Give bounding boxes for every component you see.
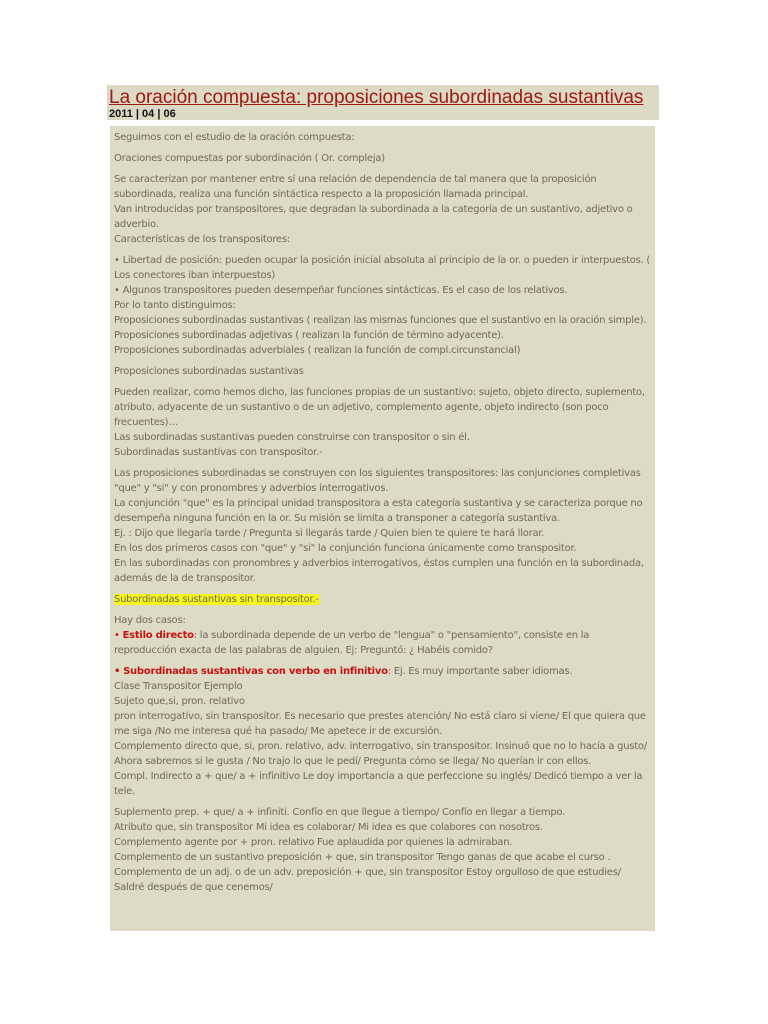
infinitivo-item [114,664,651,679]
paragraph-line: Por lo tanto distinguimos: [114,300,236,311]
paragraph-line: Ej. : Dijo que llegaría tarde / Pregunta si llegarás tarde / Quien bien te quiere te hará llorar. [114,528,545,539]
functions-table-part-2 [114,805,651,895]
estilo-directo-text: : la subordinada depende de un verbo de "lengua" o "pensamiento", consiste en la reproducción exacta de las palabras de alguien. Ej: Preguntó: ¿ Habéis comido? [114,630,590,656]
post-date: 2011 | 04 | 06 [109,108,176,120]
functions-table-part-1 [114,679,651,799]
table-line: pron interrogativo, sin transpositor. Es necesario que prestes atención/ No está claro si viene/ El que quiera que me siga /No me interesa qué ha pasado/ Me apetece ir de excursión. [114,711,646,737]
paragraph-line: Se caracterizan por mantener entre sí una relación de dependencia de tal manera que la proposición subordinada, realiza una función sintáctica respecto a la proposición llamada principal. [114,174,597,200]
paragraph-line: Proposiciones subordinadas sustantivas [114,366,304,377]
infinitivo-text: : Ej. Es muy importante saber idiomas. [387,666,573,677]
paragraph-line: Seguimos con el estudio de la oración compuesta: [114,132,355,143]
paragraph-line: En los dos primeros casos con "que" y "si" la conjunción funciona únicamente como transpositor. [114,543,577,554]
paragraph [114,253,651,358]
bullet-icon: • [114,630,120,641]
table-line: Clase Transpositor Ejemplo [114,681,243,692]
paragraph-line: Proposiciones subordinadas adjetivas ( realizan la función de término adyacente). [114,330,504,341]
paragraph-line: Las subordinadas sustantivas pueden construirse con transpositor o sin él. [114,432,470,443]
estilo-directo-item [114,628,651,658]
post-body [110,126,655,931]
intro-paragraphs [114,130,651,586]
paragraph [114,364,651,379]
paragraph-line: Características de los transpositores: [114,234,291,245]
paragraph [114,466,651,586]
table-line: Sujeto que,si, pron. relativo [114,696,245,707]
bullet-icon: • [114,666,121,677]
table-line: Complemento de un adj. o de un adv. preposición + que, sin transpositor Estoy orgulloso de que estudies/ [114,867,621,878]
paragraph-line: Van introducidas por transpositores, que degradan la subordinada a la categoría de un sustantivo, adjetivo o adverbio. [114,204,633,230]
paragraph-line: Oraciones compuestas por subordinación ( Or. compleja) [114,153,385,164]
infinitivo-label: Subordinadas sustantivas con verbo en infinitivo [123,666,388,677]
estilo-directo-label: Estilo directo [122,630,194,641]
paragraph [114,385,651,460]
paragraph-line: Las proposiciones subordinadas se construyen con los siguientes transpositores: las conjunciones completivas "que" y "si" y con pronombres y adverbios interrogativos. [114,468,641,494]
paragraph-line: Proposiciones subordinadas adverbiales ( realizan la función de compl.circunstancial) [114,345,521,356]
table-line: Complemento agente por + pron. relativo Fue aplaudida por quienes la admiraban. [114,837,513,848]
table-line: Complemento directo que, si, pron. relativo, adv. interrogativo, sin transpositor. Insinuó que no lo hacía a gusto/ Ahora sabremos si le gusta / No trajo lo que le pedí/ Pregunta cómo se llega/ No querían ir con ellos. [114,741,647,767]
paragraph-line: Proposiciones subordinadas sustantivas ( realizan las mismas funciones que el sustantivo en la oración simple). [114,315,647,326]
paragraph-line: La conjunción "que" es la principal unidad transpositora a esta categoría sustantiva y se caracteriza porque no desempeña ninguna función en la or. Su misión se limita a transponer a categoría sustantiva. [114,498,643,524]
paragraph-line: • Libertad de posición: pueden ocupar la posición inicial absoluta al principio de la or. o pueden ir interpuestos. ( Los conectores iban interpuestos) [114,255,651,281]
table-line: Suplemento prep. + que/ a + infiniti. Confío en que llegue a tiempo/ Confío en llegar a tiempo. [114,807,566,818]
table-line: Atributo que, sin transpositor Mi idea es colaborar/ Mi idea es que colabores con nosotros. [114,822,543,833]
infinitivo-block [114,664,651,799]
table-line: Compl. Indirecto a + que/ a + infinitivo Le doy importancia a que perfeccione su inglés/ Dedicó tiempo a ver la tele. [114,771,643,797]
paragraph [114,130,651,145]
paragraph [114,151,651,166]
paragraph-line: En las subordinadas con pronombres y adverbios interrogativos, éstos cumplen una función en la subordinada, además de la de transpositor. [114,558,644,584]
paragraph [114,172,651,247]
highlight-text: Subordinadas sustantivas sin transpositor.- [114,594,319,605]
highlighted-heading [114,592,651,607]
paragraph-line: Subordinadas sustantivas con transpositor.- [114,447,323,458]
post-content [110,126,655,895]
casos-intro: Hay dos casos: [114,615,186,626]
paragraph-line: • Algunos transpositores pueden desempeñar funciones sintácticas. Es el caso de los relativos. [114,285,568,296]
post-title-link[interactable]: La oración compuesta: proposiciones subordinadas sustantivas [109,87,644,108]
paragraph-line: Pueden realizar, como hemos dicho, las funciones propias de un sustantivo: sujeto, objeto directo, suplemento, atributo, adyacente de un sustantivo o de un adjetivo, complemento agente, objeto indirecto (son poco frecuentes)… [114,387,645,428]
table-line: Complemento de un sustantivo preposición + que, sin transpositor Tengo ganas de que acabe el curso . [114,852,611,863]
post-header [107,85,659,120]
table-line: Saldré después de que cenemos/ [114,882,273,893]
casos-block [114,613,651,658]
